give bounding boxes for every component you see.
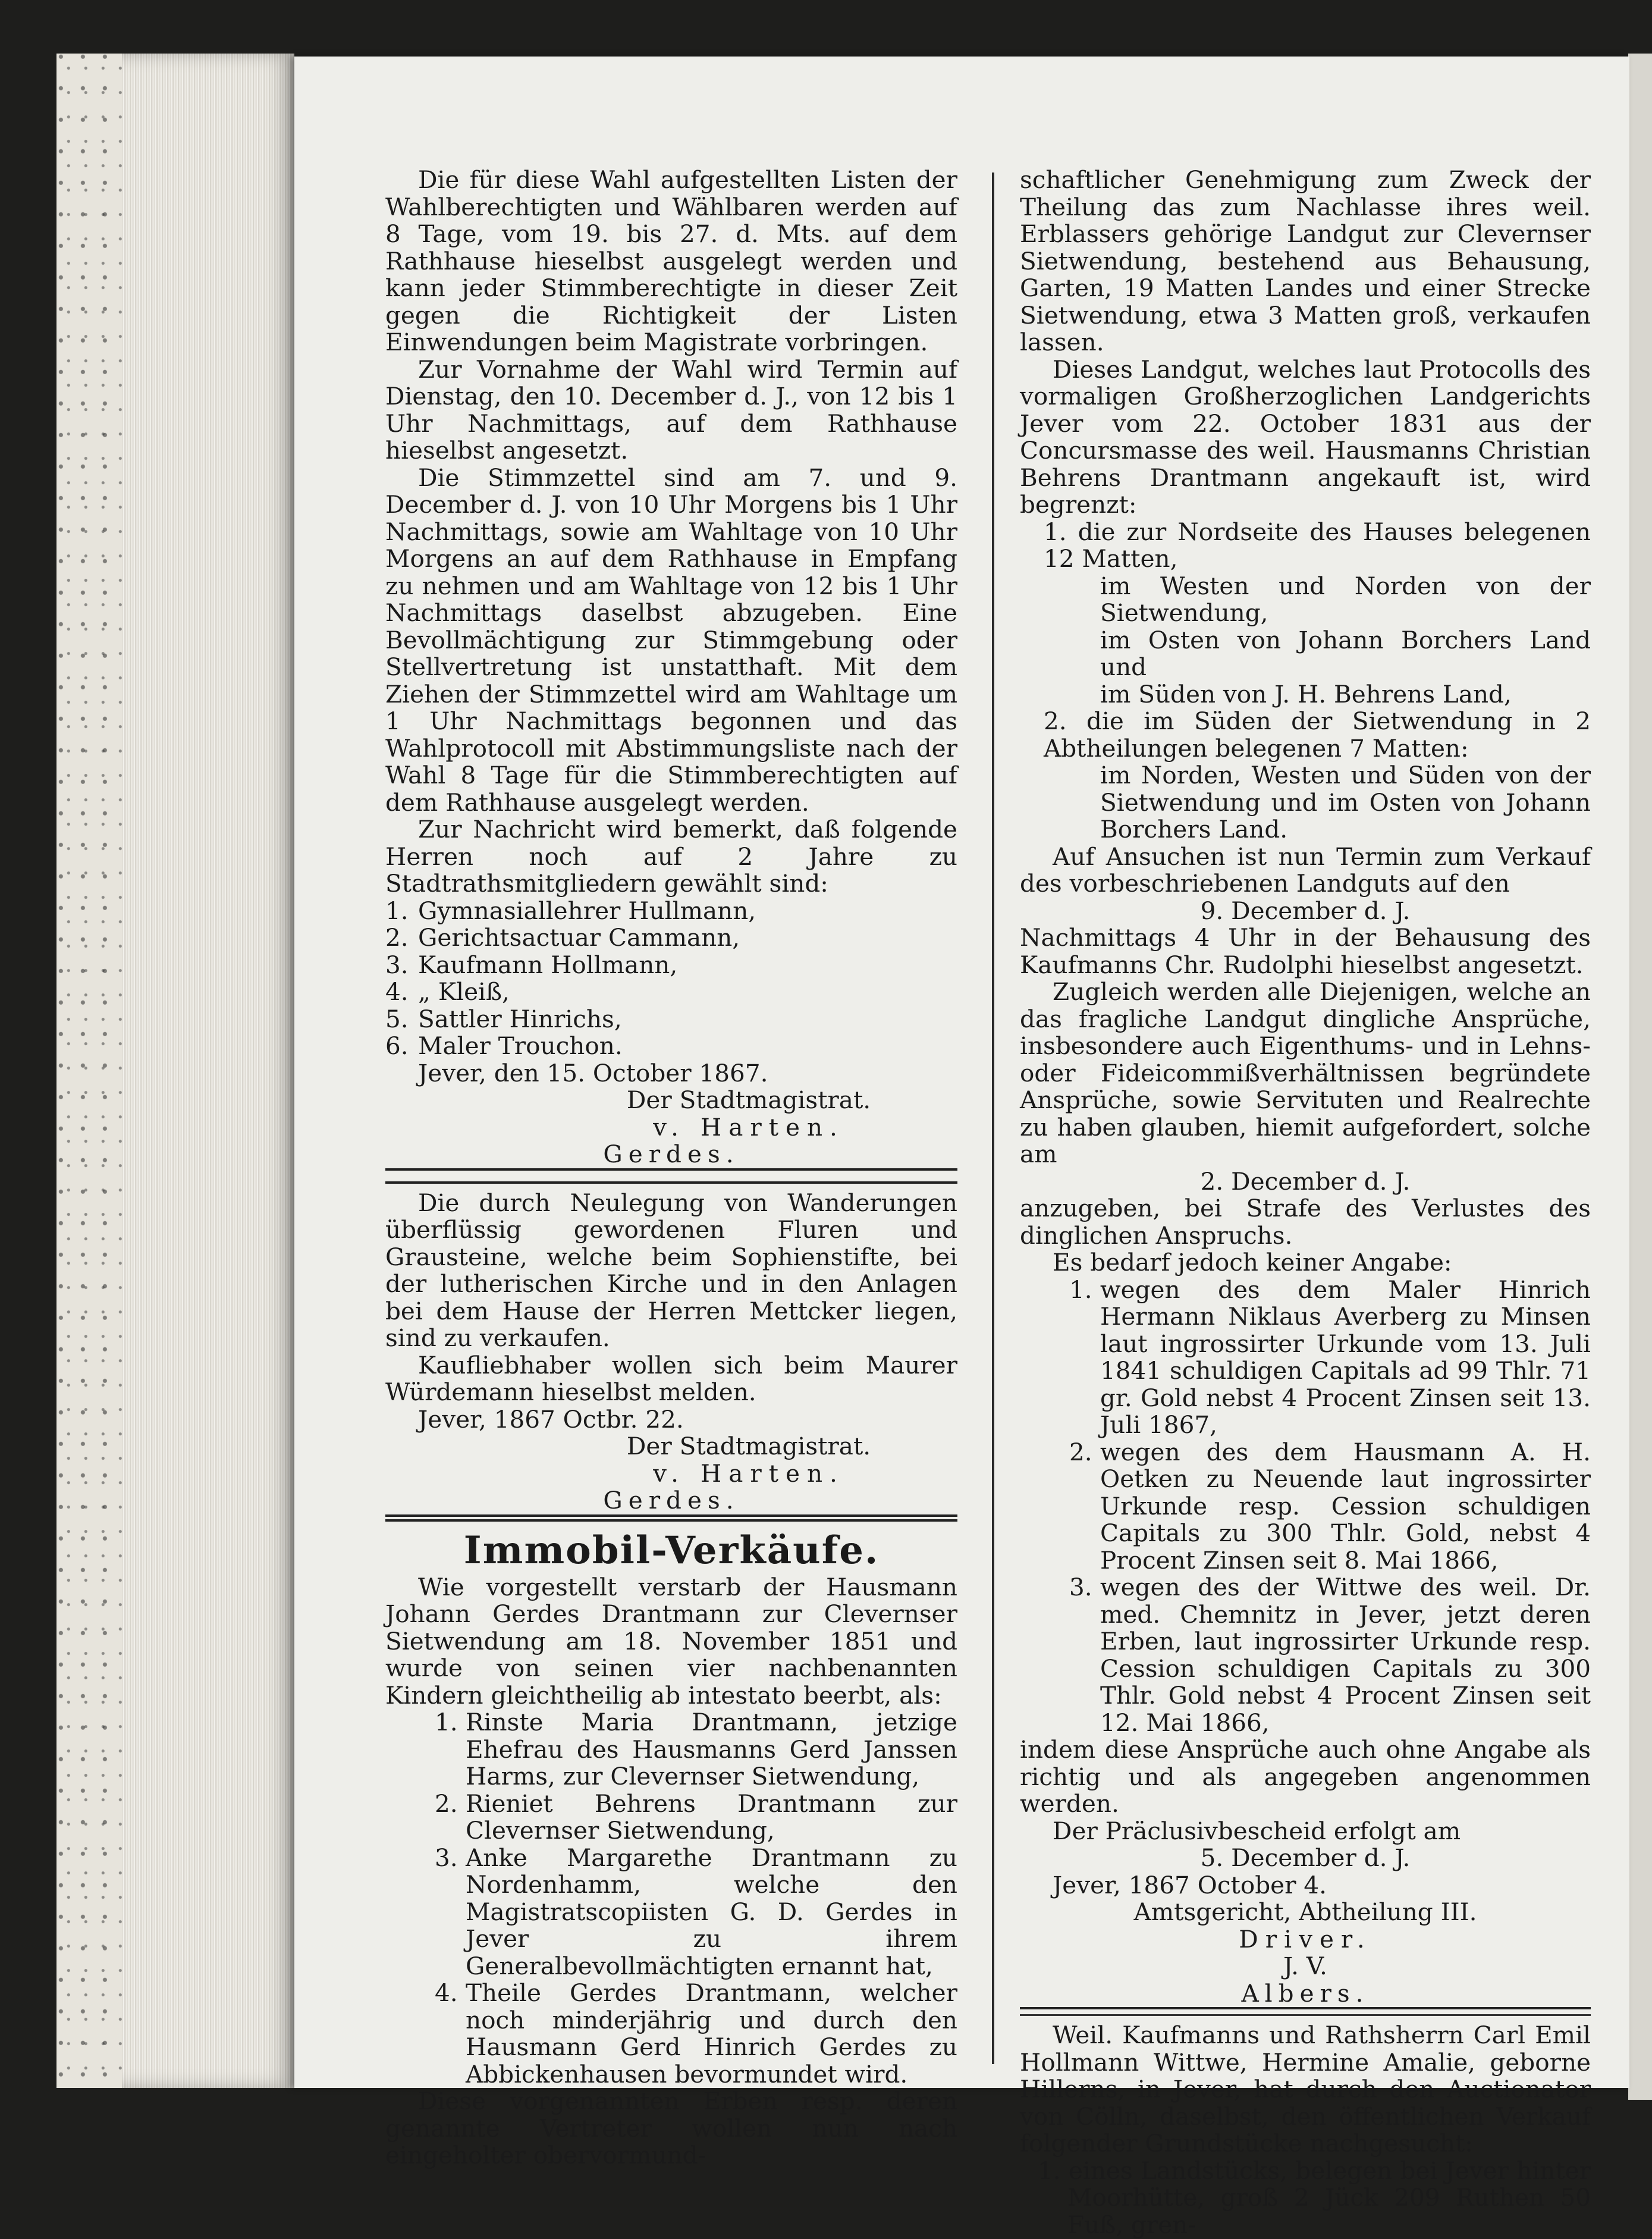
claims-note-paragraph: indem diese Ansprüche auch ohne Angabe als richtig und als angegeben angenommen werden. (1020, 1735, 1591, 1818)
list-item: 6. Maler Trouchon. (385, 1031, 623, 1060)
sale-notice-paragraph: Die durch Neulegung von Wanderungen überflüssig gewordenen Fluren und Grausteine, welche beim Sophienstifte, bei der lutherischen Kirche und in den Anlagen bei dem Hause der Herren Mettcker liegen, sind zu verkaufen. (385, 1188, 957, 1352)
list-item: 5. Sattler Hinrichs, (385, 1004, 622, 1033)
left-column (385, 167, 957, 2169)
list-item: 4. Theile Gerdes Drantmann, welcher noch minderjährig und durch den Hausmann Gerd Hinrich Gerdes zu Abbickenhausen bevormundet wird. (435, 1978, 957, 2089)
boundary-detail: im Süden von J. H. Behrens Land, (1100, 679, 1512, 708)
column-divider (992, 173, 994, 2064)
heirs-paragraph: Diese vorgenannten Erben resp. deren genannte Vertreter wollen nun nach eingeholter obervormund- (385, 2087, 957, 2169)
signature-name: v. Harten. (653, 1459, 844, 1488)
council-members-list (385, 898, 957, 1060)
signature-name: Gerdes. (385, 1487, 957, 1517)
section-divider (385, 1181, 957, 1184)
boundary-item: 2. die im Süden der Sietwendung in 2 Abtheilungen belegenen 7 Matten: (1044, 707, 1591, 763)
election-lists-paragraph: Die für diese Wahl aufgestellten Listen der Wahlberechtigten und Wählbaren werden auf 8 Tage, vom 19. bis 27. d. Mts. auf dem Rathhause hieselbst ausgelegt werden und kann jeder Stimmberechtigte in dieser Zeit gegen die Richtigkeit der Listen Einwendungen beim Magistrate vorbringen. (385, 165, 957, 356)
list-item: 1. wegen des dem Maler Hinrich Hermann Niklaus Averberg zu Minsen laut ingrossirter Urkunde vom 13. Juli 1841 schuldigen Capitals ad 99 Thlr. 71 gr. Gold nebst 4 Procent Zinsen seit 13. Juli 1867, (1069, 1275, 1591, 1439)
authority-name: Der Stadtmagistrat. (626, 1432, 871, 1460)
list-item: 2. Gerichtsactuar Cammann, (385, 923, 740, 952)
signature-name: v. Harten. (653, 1112, 844, 1142)
list-item: 2. wegen des dem Hausmann A. H. Oetken zu Neuende laut ingrossirter Urkunde resp. Cession schuldigen Capitals zu 300 Thlr. Gold, nebst 4 Procent Zinsen seit 8. Mai 1866, (1069, 1437, 1591, 1575)
estate-boundary-paragraph: Dieses Landgut, welches laut Protocolls des vormaligen Großherzoglichen Landgerichts Jever vom 22. October 1831 aus der Concursmasse des weil. Hausmanns Christian Behrens Drantmann angekauft ist, wird begrenzt: (1020, 355, 1591, 519)
list-item: 4. „ Kleiß, (385, 977, 510, 1006)
authority-name: Amtsgericht, Abtheilung III. (1133, 1898, 1477, 1926)
next-page-edge (1628, 54, 1652, 2100)
list-item: 1. Rinste Maria Drantmann, jetzige Ehefrau des Hausmanns Gerd Janssen Harms, zur Clevernser Sietwendung, (435, 1708, 957, 1790)
claims-paragraph: Zugleich werden alle Diejenigen, welche an das fragliche Landgut dingliche Ansprüche, insbesondere auch Eigenthums- und in Lehns- oder Fideicommißverhältnissen begründete Ansprüche, sowie Servituten und Realrechte zu haben glauben, hiemit aufgefordert, solche am (1020, 977, 1591, 1168)
book-binding-edge (56, 54, 122, 2088)
signature-name: Gerdes. (385, 1141, 957, 1171)
section-divider (385, 1519, 957, 1522)
election-date-paragraph: Zur Vornahme der Wahl wird Termin auf Dienstag, den 10. December d. J., von 12 bis 1 Uhr Nachmittags, auf dem Rathhause hieselbst angesetzt. (385, 355, 957, 465)
signature-name: Driver. (1239, 1924, 1372, 1953)
exceptions-intro: Es bedarf jedoch keiner Angabe: (1053, 1248, 1452, 1277)
heirs-list (385, 1709, 957, 2088)
preclusion-date: 5. December d. J. (1200, 1843, 1411, 1872)
list-item: 1. Gymnasiallehrer Hullmann, (385, 896, 756, 925)
ballot-paragraph: Die Stimmzettel sind am 7. und 9. December d. J. von 10 Uhr Morgens bis 1 Uhr Nachmittags, sowie am Wahltage von 10 Uhr Morgens an auf dem Rathhause in Empfang zu nehmen und am Wahltage von 12 bis 1 Uhr Nachmittags daselbst abzugeben. Eine Bevollmächtigung zur Stimmgebung oder Stellvertretung ist unstatthaft. Mit dem Ziehen der Stimmzettel wird am Wahltage um 1 Uhr Nachmittags begonnen und das Wahlprotocoll mit Abstimmungsliste nach der Wahl 8 Tage für die Stimmberechtigten auf dem Rathhause ausgelegt werden. (385, 463, 957, 817)
property-item: 1. eines Landstücks, belegen bei Jever hinter Moorhütte, groß 2 Jück 209 Ruthen 50 Fuß, gren- (1038, 2156, 1591, 2239)
boundary-detail: im Westen und Norden von der Sietwendung, (1100, 571, 1591, 627)
dateline: Jever, 1867 Octbr. 22. (418, 1404, 684, 1434)
right-column (1020, 167, 1591, 2238)
penalty-paragraph: anzugeben, bei Strafe des Verlustes des dinglichen Anspruchs. (1020, 1194, 1591, 1250)
auction-date: 9. December d. J. (1200, 896, 1411, 925)
boundary-item: 1. die zur Nordseite des Hauses belegenen 12 Matten, (1044, 517, 1591, 573)
boundary-detail: im Osten von Johann Borchers Land und (1100, 625, 1591, 681)
auction-paragraph: Auf Ansuchen ist nun Termin zum Verkauf des vorbeschriebenen Landguts auf den (1020, 842, 1591, 898)
signature-name: J. V. (1283, 1952, 1327, 1980)
section-divider (1020, 2014, 1591, 2016)
claims-date: 2. December d. J. (1200, 1166, 1411, 1196)
list-item: 3. Anke Margarethe Drantmann zu Nordenhamm, welche den Magistratscopiisten G. D. Gerdes in Jever zu ihrem Generalbevollmächtigten ernannt hat, (435, 1843, 957, 1980)
list-item: 3. wegen des der Wittwe des weil. Dr. med. Chemnitz in Jever, jetzt deren Erben, laut ingrossirter Urkunde resp. Cession schuldigen Capitals zu 300 Thlr. Gold nebst 4 Procent Zinsen seit 12. Mai 1866, (1069, 1573, 1591, 1737)
auction-time-paragraph: Nachmittags 4 Uhr in der Behausung des Kaufmanns Chr. Rudolphi hieselbst angesetzt. (1020, 923, 1591, 979)
preclusion-paragraph: Der Präclusivbescheid erfolgt am (1053, 1816, 1461, 1845)
authority-name: Der Stadtmagistrat. (626, 1086, 871, 1114)
claims-list (1020, 1277, 1591, 1737)
dateline: Jever, 1867 October 4. (1053, 1870, 1327, 1899)
signature-name: Albers. (1020, 1980, 1591, 2010)
list-item: 2. Rieniet Behrens Drantmann zur Clevernser Sietwendung, (435, 1789, 957, 1845)
property-sale-paragraph: Weil. Kaufmanns und Rathsherrn Carl Emil Hollmann Wittwe, Hermine Amalie, geborne Hillerns, in Jever, hat durch den Auctionator von Cölln, daselbst, den öffentlichen Verkauf folgender Grundstücke nachgesucht: (1020, 2021, 1591, 2158)
section-heading: Immobil-Verkäufe. (463, 1528, 880, 1573)
council-members-paragraph: Zur Nachricht wird bemerkt, daß folgende Herren noch auf 2 Jahre zu Stadtrathsmitgliedern gewählt sind: (385, 815, 957, 898)
continuation-paragraph: schaftlicher Genehmigung zum Zweck der Theilung das zum Nachlasse ihres weil. Erblassers gehörige Landgut zur Clevernser Sietwendung, bestehend aus Behausung, Garten, 19 Matten Landes und einer Strecke Sietwendung, etwa 3 Matten groß, verkaufen lassen. (1020, 165, 1591, 356)
buyer-paragraph: Kaufliebhaber wollen sich beim Maurer Würdemann hieselbst melden. (385, 1350, 957, 1406)
estate-paragraph: Wie vorgestellt verstarb der Hausmann Johann Gerdes Drantmann zur Clevernser Sietwendung am 18. November 1851 und wurde von seinen vier nachbenannten Kindern gleichtheilig ab intestato beerbt, als: (385, 1572, 957, 1710)
dateline: Jever, den 15. October 1867. (418, 1058, 768, 1087)
boundary-detail: im Norden, Westen und Süden von der Sietwendung und im Osten von Johann Borchers Land. (1100, 761, 1591, 843)
list-item: 3. Kaufmann Hollmann, (385, 950, 678, 979)
